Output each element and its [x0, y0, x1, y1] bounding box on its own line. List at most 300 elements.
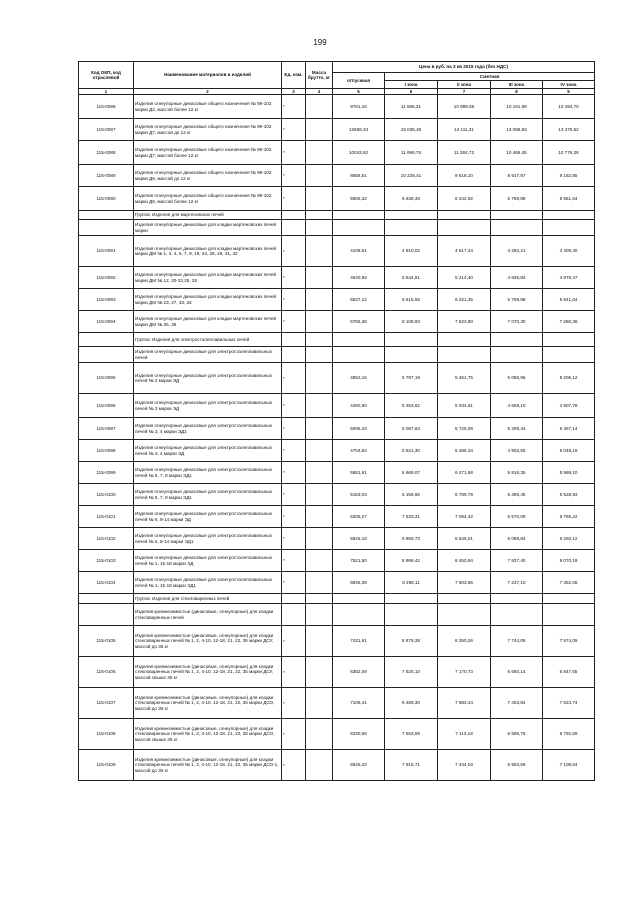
header-release: отпускная	[333, 73, 385, 89]
item-mass	[306, 187, 333, 211]
item-mass	[306, 394, 333, 418]
table-row	[79, 267, 595, 289]
col-index: 3	[282, 89, 306, 95]
item-unit: т	[282, 394, 306, 418]
price-zone3: 7 744,05	[491, 626, 543, 657]
mass-cell	[306, 604, 333, 626]
item-unit: т	[282, 550, 306, 572]
price-cell	[333, 347, 385, 363]
page-number: 199	[313, 38, 327, 47]
item-mass	[306, 750, 333, 781]
item-code: 115-0098	[79, 440, 134, 462]
item-mass	[306, 462, 333, 484]
price-zone2: 7 170,73	[438, 657, 491, 688]
group-row	[79, 211, 595, 220]
item-name: Изделия кремнеземистые (динасовые, огнеупорные) для кладки стекловаренных печей № 1, 2, 4-10, 12-18, 21, 22, 35 марки ДСО-1, массой до 35 кг	[134, 750, 282, 781]
price-zone1: 8 298,11	[385, 572, 438, 594]
price-zone1: 7 563,89	[385, 719, 438, 750]
item-code: 115-0108	[79, 719, 134, 750]
item-unit: т	[282, 750, 306, 781]
table-row	[79, 440, 595, 462]
header-zone4: IV зона	[543, 81, 595, 89]
price-release: 7105,41	[333, 688, 385, 719]
price-release: 4704,84	[333, 440, 385, 462]
price-release: 6330,66	[333, 719, 385, 750]
item-mass	[306, 657, 333, 688]
item-code: 115-0094	[79, 311, 134, 333]
item-unit: т	[282, 141, 306, 165]
price-release: 10043,62	[333, 141, 385, 165]
price-release: 5556,32	[333, 187, 385, 211]
price-cell	[543, 333, 595, 347]
price-zone1: 8 986,42	[385, 550, 438, 572]
table-row	[79, 187, 595, 211]
code-cell	[79, 220, 134, 236]
item-unit: т	[282, 187, 306, 211]
price-zone1: 7 625,10	[385, 657, 438, 688]
price-cell	[491, 594, 543, 604]
price-zone2: 7 444,03	[438, 750, 491, 781]
price-zone3: 6 650,14	[491, 657, 543, 688]
item-code: 115-0101	[79, 506, 134, 528]
table-row	[79, 750, 595, 781]
table-row	[79, 688, 595, 719]
item-mass	[306, 289, 333, 311]
unit-cell	[282, 347, 306, 363]
item-name: Изделия огнеупорные динасовые для кладки мартеновских печей марки ДМ № 1, 3, 4, 5, 7, 9, 19, 24, 28, 29, 31, 32	[134, 236, 282, 267]
table-row	[79, 119, 595, 141]
item-unit: т	[282, 657, 306, 688]
price-cell	[385, 604, 438, 626]
price-zone1: 6 669,07	[385, 462, 438, 484]
price-zone2: 10 989,65	[438, 95, 491, 119]
price-zone3: 5 789,88	[491, 187, 543, 211]
price-zone3: 5 055,95	[491, 363, 543, 394]
item-mass	[306, 528, 333, 550]
col-index: 8	[491, 89, 543, 95]
price-cell	[491, 604, 543, 626]
price-zone3: 6 570,09	[491, 506, 543, 528]
price-cell	[491, 347, 543, 363]
price-release: 4852,16	[333, 363, 385, 394]
price-zone2: 7 623,80	[438, 311, 491, 333]
code-cell	[79, 347, 134, 363]
item-code: 115-0090	[79, 187, 134, 211]
price-zone3: 4 669,10	[491, 394, 543, 418]
price-zone1: 5 621,30	[385, 440, 438, 462]
price-zone2: 4 617,44	[438, 236, 491, 267]
item-code: 115-0087	[79, 119, 134, 141]
price-zone2: 11 284,72	[438, 141, 491, 165]
price-zone3: 5 309,44	[491, 418, 543, 440]
price-release: 6625,33	[333, 750, 385, 781]
price-cell	[333, 594, 385, 604]
price-zone4: 4 409,40	[543, 236, 595, 267]
header-zone1: I зона	[385, 81, 438, 89]
mass-cell	[306, 594, 333, 604]
item-code: 115-0105	[79, 626, 134, 657]
unit-cell	[282, 604, 306, 626]
price-zone1: 8 489,30	[385, 688, 438, 719]
header-price: Цена в руб. на 3 кв 2015 года (без НДС)	[333, 62, 595, 73]
item-name: Изделия кремнеземистые (динасовые, огнеупорные) для кладки стекловаренных печей № 1, 2, 4-10, 12-18, 21, 22, 35 марки ДСУ, массой свыше 35 кг	[134, 657, 282, 688]
item-name: Изделия огнеупорные динасовые для электросталеплавильных печей № 6, 9-14 марки ЭД	[134, 506, 282, 528]
price-zone1: 5 544,81	[385, 267, 438, 289]
item-mass	[306, 506, 333, 528]
item-code: 115-0088	[79, 141, 134, 165]
item-unit: т	[282, 462, 306, 484]
price-zone2: 5 286,34	[438, 440, 491, 462]
item-code: 115-0093	[79, 289, 134, 311]
item-code: 115-0107	[79, 688, 134, 719]
item-unit: т	[282, 626, 306, 657]
item-mass	[306, 311, 333, 333]
group-title: Изделия кремнеземистые (динасовые, огнеупорные) для кладки стекловаренных печей	[134, 604, 282, 626]
price-zone4: 8 070,18	[543, 550, 595, 572]
item-code: 115-0099	[79, 462, 134, 484]
item-unit: т	[282, 572, 306, 594]
item-mass	[306, 236, 333, 267]
item-unit: т	[282, 484, 306, 506]
mass-cell	[306, 220, 333, 236]
item-name: Изделия кремнеземистые (динасовые, огнеупорные) для кладки стекловаренных печей № 1, 2, 4-10, 12-18, 21, 22, 35 марки ДСО, массой свыше 35 кг	[134, 719, 282, 750]
item-code: 115-0100	[79, 484, 134, 506]
price-zone4: 6 847,65	[543, 657, 595, 688]
item-unit: т	[282, 119, 306, 141]
price-zone4: 5 528,93	[543, 484, 595, 506]
item-mass	[306, 550, 333, 572]
price-release: 5537,12	[333, 289, 385, 311]
item-code: 115-0104	[79, 572, 134, 594]
price-zone2: 6 242,92	[438, 187, 491, 211]
item-unit: т	[282, 165, 306, 187]
price-cell	[438, 594, 491, 604]
item-name: Изделия огнеупорные динасовые для электросталеплавильных печей № 3, 4 марки ЭД	[134, 440, 282, 462]
price-release: 7431,91	[333, 626, 385, 657]
item-unit: т	[282, 440, 306, 462]
header-mass: Масса брутто, кг	[306, 62, 333, 89]
item-mass	[306, 95, 333, 119]
price-release: 6946,39	[333, 572, 385, 594]
item-name: Изделия огнеупорные динасовые общего назначения № 99-102 марки Д9, массой до 12 кг	[134, 165, 282, 187]
price-zone3: 5 816,35	[491, 462, 543, 484]
price-zone2: 8 350,26	[438, 626, 491, 657]
price-cell	[543, 347, 595, 363]
item-mass	[306, 719, 333, 750]
price-zone1: 11 999,76	[385, 141, 438, 165]
price-zone1: 15 035,45	[385, 119, 438, 141]
price-cell	[438, 333, 491, 347]
item-unit: т	[282, 95, 306, 119]
price-release: 4640,92	[333, 267, 385, 289]
price-cell	[438, 347, 491, 363]
group-row	[79, 594, 595, 604]
price-release: 8558,51	[333, 165, 385, 187]
price-zone4: 5 961,64	[543, 187, 595, 211]
price-zone4: 5 941,04	[543, 289, 595, 311]
header-name: Наименование материалов и изделий	[134, 62, 282, 89]
item-code: 115-0097	[79, 418, 134, 440]
table-row	[79, 311, 595, 333]
group-title: Изделия огнеупорные динасовые для кладки мартеновских печей марки	[134, 220, 282, 236]
item-name: Изделия огнеупорные динасовые для кладки мартеновских печей марки ДМ № 12, 20-22,25, 26	[134, 267, 282, 289]
header-code: Код ОКП, код отраслевой	[79, 62, 134, 89]
col-index: 5	[333, 89, 385, 95]
item-unit: т	[282, 363, 306, 394]
price-zone3: 13 086,83	[491, 119, 543, 141]
price-zone4: 5 989,10	[543, 462, 595, 484]
group-title: Изделия огнеупорные динасовые для электросталеплавильных печей	[134, 347, 282, 363]
price-cell	[333, 333, 385, 347]
col-index: 9	[543, 89, 595, 95]
price-cell	[438, 220, 491, 236]
table-row	[79, 484, 595, 506]
price-zone2: 5 214,40	[438, 267, 491, 289]
header-zone2: II зона	[438, 81, 491, 89]
item-unit: т	[282, 719, 306, 750]
table-row	[79, 418, 595, 440]
item-unit: т	[282, 236, 306, 267]
price-release: 4480,90	[333, 394, 385, 418]
col-index: 4	[306, 89, 333, 95]
price-zone1: 6 087,84	[385, 418, 438, 440]
price-zone1: 8 108,93	[385, 311, 438, 333]
price-zone2: 7 803,66	[438, 572, 491, 594]
group-row	[79, 220, 595, 236]
table-row	[79, 572, 595, 594]
price-release: 5095,43	[333, 418, 385, 440]
price-release: 6305,27	[333, 506, 385, 528]
group-title: Группа: Изделия для мартеновских печей	[134, 211, 282, 220]
item-name: Изделия огнеупорные динасовые для кладки мартеновских печей марки ДМ № 23, 27, 33, 34	[134, 289, 282, 311]
price-zone2: 6 271,68	[438, 462, 491, 484]
item-code: 115-0089	[79, 165, 134, 187]
group-title: Группа: Изделия для стекловаренных печей	[134, 594, 282, 604]
item-code: 115-0103	[79, 550, 134, 572]
price-zone1: 4 910,02	[385, 236, 438, 267]
item-name: Изделия огнеупорные динасовые для кладки мартеновских печей марки ДМ № 35, 36	[134, 311, 282, 333]
price-zone1: 7 533,31	[385, 506, 438, 528]
item-unit: т	[282, 418, 306, 440]
table-row	[79, 363, 595, 394]
table-body	[79, 95, 595, 781]
price-cell	[543, 220, 595, 236]
price-zone2: 7 113,18	[438, 719, 491, 750]
price-zone4: 4 979,47	[543, 267, 595, 289]
item-unit: т	[282, 506, 306, 528]
table-row	[79, 236, 595, 267]
price-zone4: 6 792,69	[543, 719, 595, 750]
item-name: Изделия огнеупорные динасовые для электросталеплавильных печей № 1, 15-18 марки ЭД1	[134, 572, 282, 594]
price-cell	[333, 220, 385, 236]
price-zone1: 11 686,21	[385, 95, 438, 119]
unit-cell	[282, 594, 306, 604]
price-zone2: 8 450,94	[438, 550, 491, 572]
price-zone2: 9 616,10	[438, 165, 491, 187]
table-row	[79, 506, 595, 528]
price-zone1: 10 225,41	[385, 165, 438, 187]
price-zone4: 9 182,85	[543, 165, 595, 187]
price-zone4: 13 476,52	[543, 119, 595, 141]
price-zone4: 6 765,22	[543, 506, 595, 528]
price-zone3: 8 917,97	[491, 165, 543, 187]
price-cell	[385, 220, 438, 236]
table-header	[79, 62, 595, 95]
price-cell	[385, 594, 438, 604]
price-zone2: 7 084,42	[438, 506, 491, 528]
item-mass	[306, 418, 333, 440]
price-release: 5153,03	[333, 484, 385, 506]
item-code: 115-0095	[79, 363, 134, 394]
item-name: Изделия кремнеземистые (динасовые, огнеупорные) для кладки стекловаренных печей № 1, 2, 4-10, 12-18, 21, 22, 35 марки ДСО, массой до 35 кг	[134, 688, 282, 719]
price-zone3: 4 282,21	[491, 236, 543, 267]
item-mass	[306, 363, 333, 394]
item-code: 115-0096	[79, 394, 134, 418]
price-zone2: 5 034,61	[438, 394, 491, 418]
price-zone3: 10 465,45	[491, 141, 543, 165]
price-release: 7521,50	[333, 550, 385, 572]
item-name: Изделия огнеупорные динасовые общего назначения № 99-102 марки Д9, массой более 12 кг	[134, 187, 282, 211]
item-name: Изделия огнеупорные динасовые общего назначения № 99-102 марки Д2, массой более 12 кг	[134, 95, 282, 119]
price-zone1: 7 915,71	[385, 750, 438, 781]
table-row	[79, 528, 595, 550]
col-index: 7	[438, 89, 491, 95]
item-name: Изделия огнеупорные динасовые для электросталеплавильных печей № 1, 15-18 марки ЭД	[134, 550, 282, 572]
price-zone3: 7 837,40	[491, 550, 543, 572]
col-index: 2	[134, 89, 282, 95]
table-row	[79, 95, 595, 119]
item-name: Изделия огнеупорные динасовые общего назначения № 99-102 марки Д7, массой до 12 кг	[134, 119, 282, 141]
price-zone4: 10 776,28	[543, 141, 595, 165]
price-zone3: 4 835,84	[491, 267, 543, 289]
price-zone4: 5 206,12	[543, 363, 595, 394]
item-mass	[306, 165, 333, 187]
unit-cell	[282, 220, 306, 236]
price-zone1: 6 615,55	[385, 289, 438, 311]
price-cell	[543, 594, 595, 604]
mass-cell	[306, 211, 333, 220]
table-row	[79, 462, 595, 484]
price-table	[78, 61, 595, 781]
item-mass	[306, 119, 333, 141]
price-zone3: 4 902,55	[491, 440, 543, 462]
mass-cell	[306, 333, 333, 347]
price-zone3: 10 181,99	[491, 95, 543, 119]
price-cell	[333, 211, 385, 220]
price-zone1: 8 879,38	[385, 626, 438, 657]
price-zone1: 5 797,19	[385, 363, 438, 394]
price-release: 5581,91	[333, 462, 385, 484]
item-code: 115-0086	[79, 95, 134, 119]
item-name: Изделия огнеупорные динасовые общего назначения № 99-102 марки Д7, массой более 12 кг	[134, 141, 282, 165]
item-unit: т	[282, 528, 306, 550]
header-zone3: III зона	[491, 81, 543, 89]
price-release: 12659,34	[333, 119, 385, 141]
price-zone1: 5 353,62	[385, 394, 438, 418]
item-code: 115-0092	[79, 267, 134, 289]
item-name: Изделия огнеупорные динасовые для электросталеплавильных печей № 6, 9-14 марки ЭД1	[134, 528, 282, 550]
price-zone4: 7 623,74	[543, 688, 595, 719]
price-zone3: 7 403,84	[491, 688, 543, 719]
group-row	[79, 347, 595, 363]
price-cell	[385, 211, 438, 220]
price-cell	[385, 333, 438, 347]
price-release: 6765,38	[333, 311, 385, 333]
table-row	[79, 165, 595, 187]
price-zone4: 7 974,05	[543, 626, 595, 657]
price-release: 4108,51	[333, 236, 385, 267]
item-mass	[306, 484, 333, 506]
price-zone2: 5 789,79	[438, 484, 491, 506]
item-mass	[306, 141, 333, 165]
table-row	[79, 141, 595, 165]
item-name: Изделия огнеупорные динасовые для электросталеплавильных печей № 3 марки ЭД	[134, 394, 282, 418]
group-row	[79, 333, 595, 347]
price-cell	[491, 220, 543, 236]
code-cell	[79, 211, 134, 220]
price-zone3: 7 237,10	[491, 572, 543, 594]
item-mass	[306, 626, 333, 657]
code-cell	[79, 604, 134, 626]
unit-cell	[282, 333, 306, 347]
item-name: Изделия огнеупорные динасовые для электросталеплавильных печей № 2 марки ЭД	[134, 363, 282, 394]
table-row	[79, 289, 595, 311]
item-code: 115-0102	[79, 528, 134, 550]
price-zone2: 6 545,01	[438, 528, 491, 550]
price-zone3: 6 596,76	[491, 719, 543, 750]
price-zone4: 6 250,12	[543, 528, 595, 550]
item-mass	[306, 688, 333, 719]
item-mass	[306, 572, 333, 594]
col-index: 1	[79, 89, 134, 95]
item-code: 115-0091	[79, 236, 134, 267]
mass-cell	[306, 347, 333, 363]
table-row	[79, 626, 595, 657]
table-row	[79, 394, 595, 418]
header-unit: Ед. изм.	[282, 62, 306, 89]
price-cell	[543, 604, 595, 626]
price-zone2: 7 983,44	[438, 688, 491, 719]
price-zone4: 5 048,18	[543, 440, 595, 462]
price-zone2: 14 111,31	[438, 119, 491, 141]
price-zone2: 5 725,08	[438, 418, 491, 440]
item-unit: т	[282, 311, 306, 333]
item-code: 115-0109	[79, 750, 134, 781]
price-release: 6382,09	[333, 657, 385, 688]
item-unit: т	[282, 289, 306, 311]
group-row	[79, 604, 595, 626]
price-release: 5825,18	[333, 528, 385, 550]
price-zone1: 6 156,66	[385, 484, 438, 506]
price-zone3: 7 070,30	[491, 311, 543, 333]
price-zone4: 7 108,64	[543, 750, 595, 781]
item-name: Изделия огнеупорные динасовые для электросталеплавильных печей № 3, 4 марки ЭД1	[134, 418, 282, 440]
price-zone3: 6 903,59	[491, 750, 543, 781]
code-cell	[79, 594, 134, 604]
item-unit: т	[282, 688, 306, 719]
price-release: 9781,16	[333, 95, 385, 119]
price-cell	[385, 347, 438, 363]
item-unit: т	[282, 267, 306, 289]
price-zone3: 5 769,88	[491, 289, 543, 311]
price-zone4: 4 807,78	[543, 394, 595, 418]
price-zone4: 7 280,36	[543, 311, 595, 333]
table-row	[79, 657, 595, 688]
item-mass	[306, 440, 333, 462]
table-row	[79, 719, 595, 750]
price-cell	[333, 604, 385, 626]
price-zone3: 5 369,45	[491, 484, 543, 506]
